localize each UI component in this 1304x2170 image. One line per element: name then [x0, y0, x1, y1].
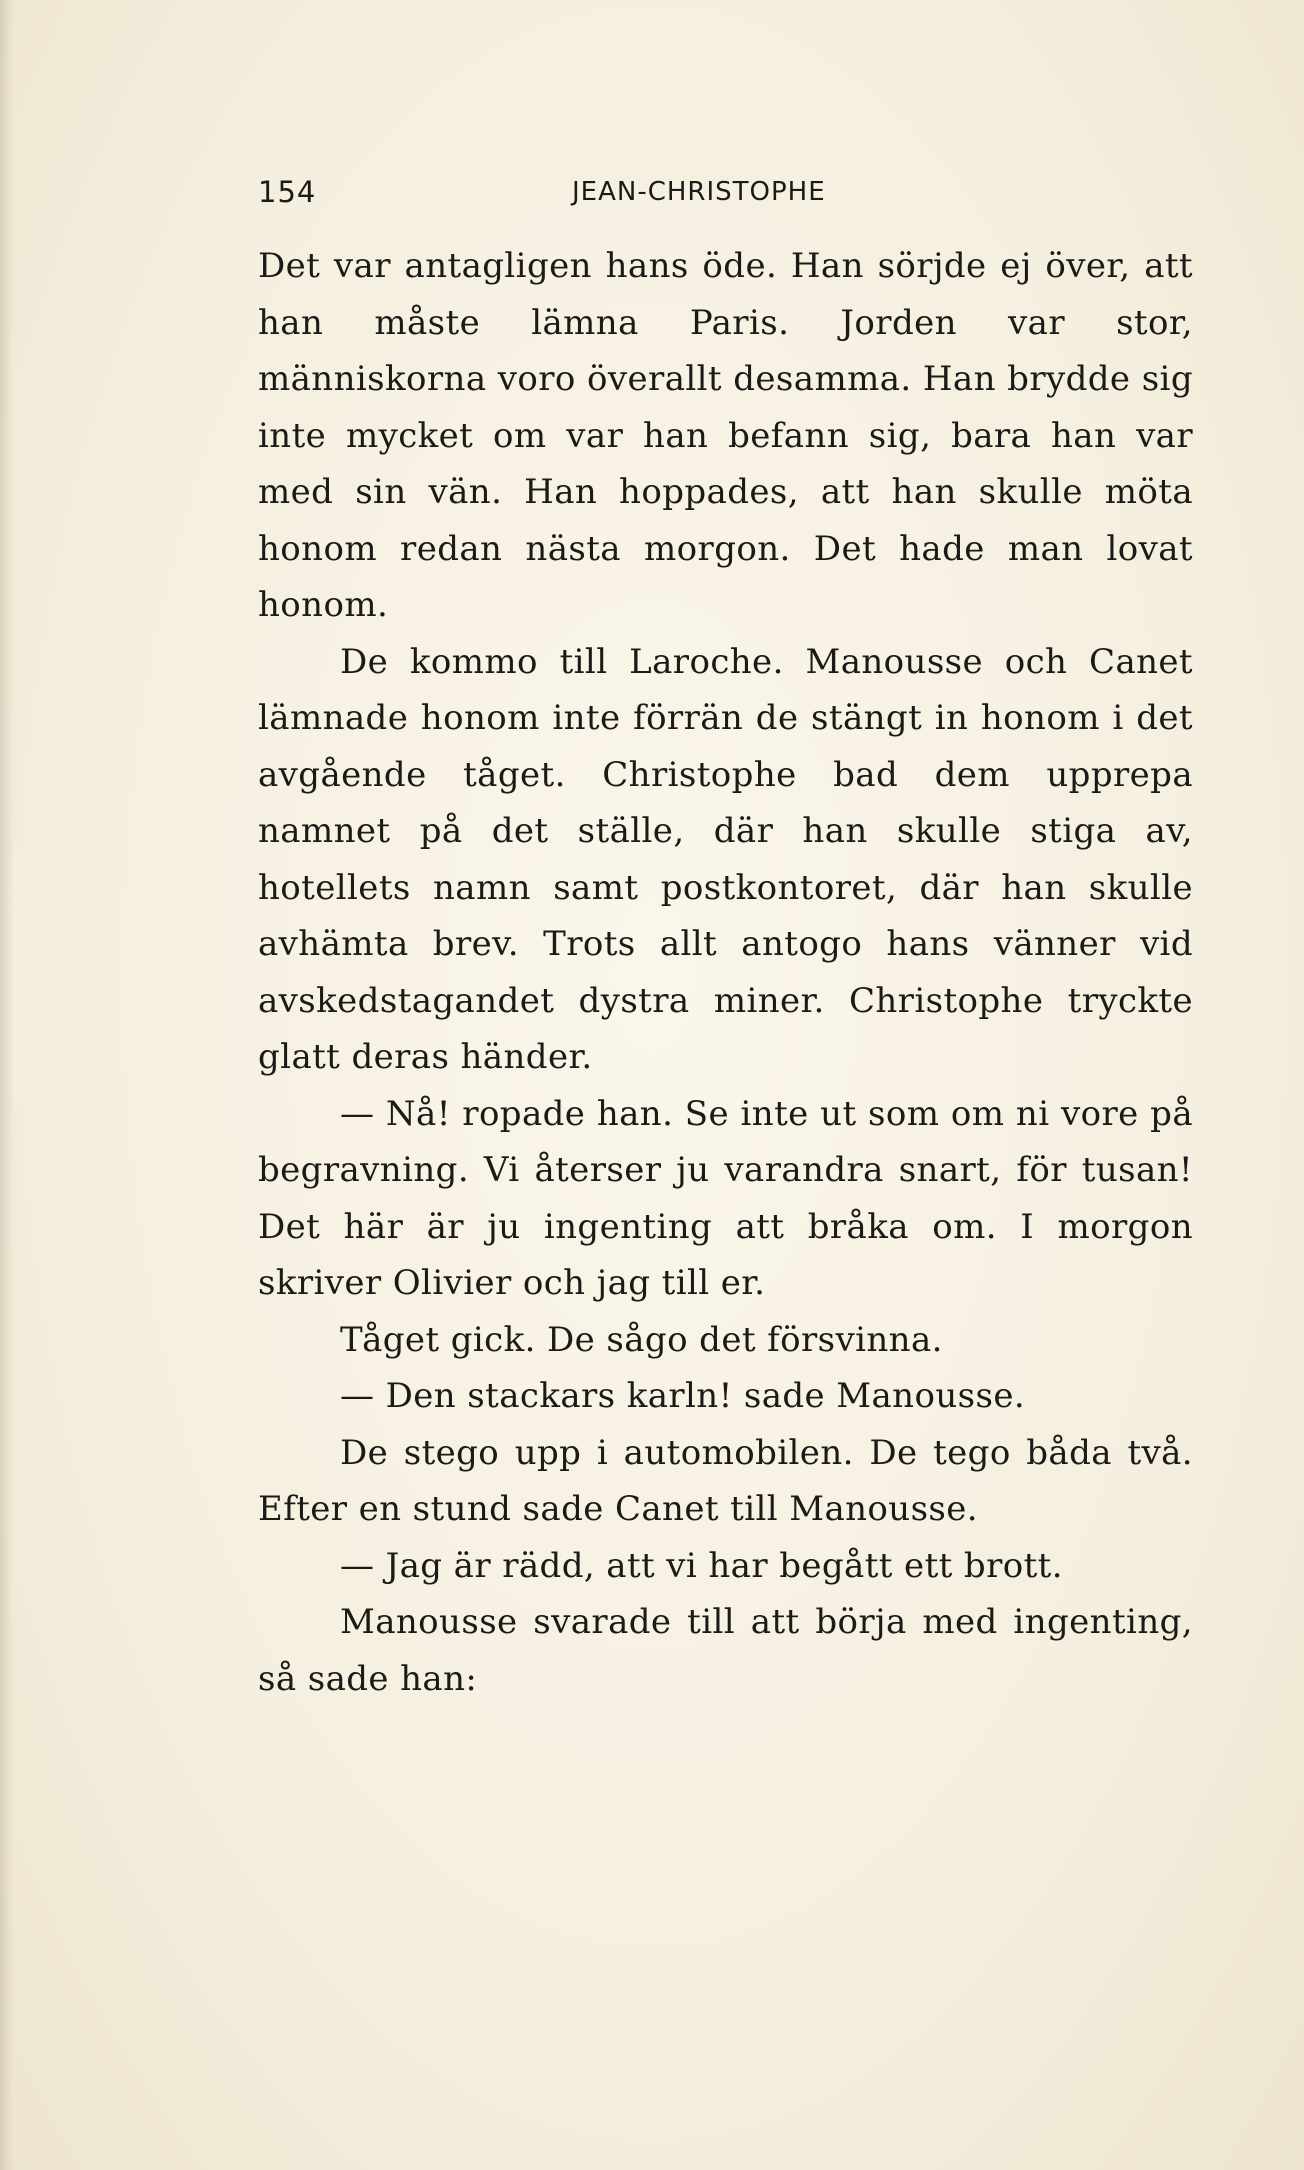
- paragraph: — Den stackars karln! sade Manousse.: [340, 1376, 1026, 1416]
- page-number: 154: [258, 175, 317, 209]
- paragraph: Tåget gick. De sågo det försvinna.: [340, 1319, 943, 1360]
- paragraph: Manousse svarade till att börja med ingenting, så sade han:: [258, 1602, 1193, 1699]
- running-title: JEAN-CHRISTOPHE: [572, 177, 826, 207]
- paragraph: De stego upp i automobilen. De tego båda två. Efter en stund sade Canet till Manousse.: [258, 1432, 1193, 1529]
- paragraph: — Nå! ropade han. Se inte ut som om ni vore på begravning. Vi återser ju varandra snart, för tusan! Det här är ju ingenting att bråka om. I morgon skriver Olivier och jag till er.: [258, 1093, 1193, 1303]
- body-text: [258, 238, 1193, 1707]
- paragraph: Det var antagligen hans öde. Han sörjde ej över, att han måste lämna Paris. Jorden var stor, människorna voro överallt desamma. Han brydde sig inte mycket om var han befann sig, bara han var med sin vän. Han hoppades, att han skulle möta honom redan nästa morgon. Det hade man lovat honom.: [258, 246, 1193, 625]
- paragraph: — Jag är rädd, att vi har begått ett brott.: [340, 1545, 1063, 1586]
- running-head: [258, 175, 1193, 215]
- paragraph: De kommo till Laroche. Manousse och Canet lämnade honom inte förrän de stängt in honom i det avgående tåget. Christophe bad dem upprepa namnet på det ställe, där han skulle stiga av, hotellets namn samt postkontoret, där han skulle avhämta brev. Trots allt antogo hans vänner vid avskedstagandet dystra miner. Christophe tryckte glatt deras händer.: [258, 641, 1193, 1077]
